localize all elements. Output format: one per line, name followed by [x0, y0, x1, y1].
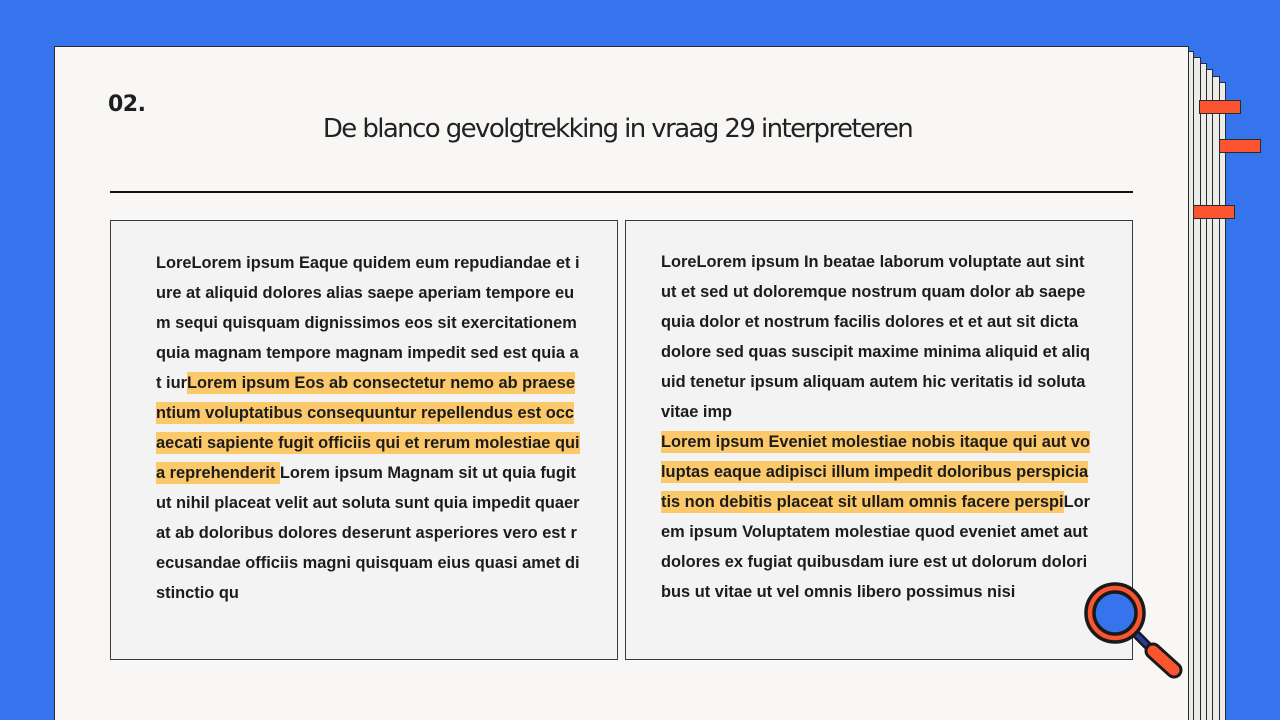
highlighted-text: Lorem ipsum Eveniet molestiae nobis itaque qui aut voluptas eaque adipisci illum impedit doloribus perspiciatis non debitis placeat sit ullam omnis facere perspi [661, 433, 1090, 511]
card-text-before: LoreLorem ipsum Eaque quidem eum repudiandae et iure at aliquid dolores alias saepe aperiam tempore eum sequi quisquam dignissimos eos sit exercitationem quia magnam tempore magnam impedit sed est quia at iur [156, 254, 580, 392]
card-text [661, 247, 1091, 607]
card-text [156, 248, 581, 608]
text-card-right [625, 220, 1133, 660]
card-text-before: LoreLorem ipsum In beatae laborum voluptate aut sint ut et sed ut doloremque nostrum quam dolor ab saepe quia dolor et nostrum facilis dolores et et aut sit dicta dolore sed quas suscipit maxime minima aliquid et aliquid tenetur ipsum aliquam autem hic veritatis id soluta vitae imp [661, 253, 1091, 421]
page-title: De blanco gevolgtrekking in vraag 29 interpreteren [322, 114, 913, 144]
card-text-after: Lorem ipsum Magnam sit ut quia fugit ut nihil placeat velit aut soluta sunt quia impedit quaerat ab doloribus dolores deserunt asperiores vero est recusandae officiis magni quisquam eius quasi amet distinctio qu [156, 464, 580, 602]
card-text-after: Lorem ipsum Voluptatem molestiae quod eveniet amet aut dolores ex fugiat quibusdam iure est ut dolorum doloribus ut vitae ut vel omnis libero possimus nisi [661, 493, 1091, 601]
bookmark-tab-icon [1199, 100, 1241, 114]
highlighted-text: Lorem ipsum Eos ab consectetur nemo ab praesentium voluptatibus consequuntur repellendus est occaecati sapiente fugit officiis qui et rerum molestiae quia reprehenderit [156, 374, 580, 482]
magnifying-glass-icon [1082, 580, 1186, 684]
text-card-left [110, 220, 618, 660]
title-divider [110, 191, 1133, 193]
bookmark-tab-icon [1193, 205, 1235, 219]
section-number: 02. [108, 92, 146, 117]
